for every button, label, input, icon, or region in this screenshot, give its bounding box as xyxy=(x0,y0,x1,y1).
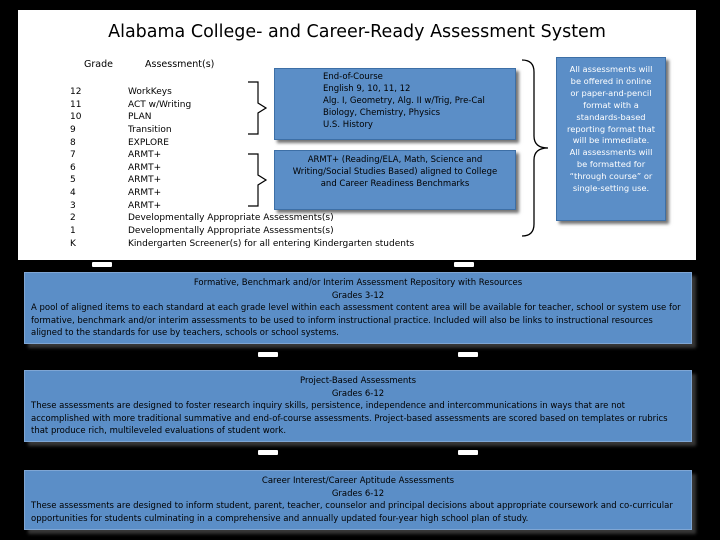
armt-line: and Career Readiness Benchmarks xyxy=(320,179,470,189)
career-grades: Grades 6-12 xyxy=(331,488,385,499)
grade-label: 3 xyxy=(70,200,76,211)
career-title: Career Interest/Career Aptitude Assessments xyxy=(261,476,455,486)
delivery-format-box xyxy=(556,57,666,221)
connector xyxy=(258,352,278,357)
grade-label: 4 xyxy=(70,188,76,199)
assessment-label: ARMT+ xyxy=(128,188,162,199)
grade-label: 2 xyxy=(70,213,76,224)
grade-label: 7 xyxy=(70,150,76,161)
eoc-line: English 9, 10, 11, 12 xyxy=(323,84,411,94)
assessment-label: ARMT+ xyxy=(128,150,162,161)
assessment-label: ARMT+ xyxy=(128,200,162,211)
delivery-line: standards-based xyxy=(576,111,646,122)
formative-description: A pool of aligned items to each standard at each grade level within each assessment content area will be available for teacher, school or system use for formative, benchmark and/or interim assessments to be used to inform instructional practice. Included will also be links to instructional resources aligned to the standards for use by teachers, schools or school systems. xyxy=(31,303,681,339)
grade-column-header: Grade xyxy=(84,59,113,70)
grade-label: 1 xyxy=(70,226,76,237)
assessment-label: PLAN xyxy=(128,112,152,123)
grade-label: K xyxy=(70,238,76,249)
assessment-label: Transition xyxy=(128,124,172,135)
career-interest-box xyxy=(24,470,692,530)
assessment-label: Developmentally Appropriate Assessments(s) xyxy=(128,213,334,224)
armt-plus-box xyxy=(274,150,516,210)
page-title: Alabama College- and Career-Ready Assessment System xyxy=(108,22,606,42)
delivery-line: “through course” or xyxy=(569,171,653,182)
formative-title: Formative, Benchmark and/or Interim Assessment Repository with Resources xyxy=(193,278,523,288)
grade-label: 6 xyxy=(70,162,76,173)
connector xyxy=(258,450,278,455)
grade-label: 10 xyxy=(70,112,82,123)
formative-repository-box xyxy=(24,272,692,344)
delivery-line: be formatted for xyxy=(576,159,646,170)
eoc-line: Alg. I, Geometry, Alg. II w/Trig, Pre-Cal xyxy=(323,96,485,106)
grade-label: 9 xyxy=(70,124,76,135)
delivery-format-lines xyxy=(557,64,665,195)
project-grades: Grades 6-12 xyxy=(331,388,385,399)
eoc-line: Biology, Chemistry, Physics xyxy=(323,108,441,118)
assessment-label: ARMT+ xyxy=(128,175,162,186)
armt-brace xyxy=(246,152,268,208)
delivery-line: or paper-and-pencil xyxy=(570,87,652,98)
assessment-label: EXPLORE xyxy=(128,137,169,148)
assessment-label: WorkKeys xyxy=(128,87,172,97)
grade-label: 11 xyxy=(70,99,82,110)
grade-label: 5 xyxy=(70,175,76,186)
armt-line: Writing/Social Studies Based) aligned to College xyxy=(292,167,498,177)
connector xyxy=(454,262,474,267)
assessment-label: ARMT+ xyxy=(128,162,162,173)
connector xyxy=(92,262,112,267)
delivery-line: All assessments will xyxy=(569,64,653,74)
project-based-box xyxy=(24,370,692,442)
armt-plus-lines xyxy=(275,151,515,190)
project-description: These assessments are designed to foster research inquiry skills, persistence, independence and intercommunications in ways that are not accomplished with more traditional summative and end-of-course assessments. Project-based assessments are scored based on templates or rubrics that produce rich, multileveled evaluations of student work. xyxy=(31,401,668,437)
armt-line: ARMT+ (Reading/ELA, Math, Science and xyxy=(307,155,483,165)
assessment-label: Kindergarten Screener(s) for all entering Kindergarten students xyxy=(128,238,415,249)
delivery-line: format with a xyxy=(583,99,639,110)
eoc-line: End-of-Course xyxy=(323,72,383,82)
end-of-course-box xyxy=(274,68,516,140)
delivery-line: All assessments will xyxy=(569,147,653,158)
side-brace xyxy=(518,58,552,238)
eoc-brace xyxy=(246,80,268,136)
grade-list xyxy=(70,86,81,250)
delivery-line: be offered in online xyxy=(570,75,652,86)
delivery-line: will be immediate. xyxy=(572,135,650,146)
connector xyxy=(458,352,478,357)
delivery-line: single-setting use. xyxy=(572,183,650,194)
delivery-line: reporting format that xyxy=(567,123,655,134)
formative-grades: Grades 3-12 xyxy=(331,290,385,301)
eoc-line: U.S. History xyxy=(323,120,373,130)
connector xyxy=(458,450,478,455)
assessment-label: ACT w/Writing xyxy=(128,99,192,110)
career-description: These assessments are designed to inform student, parent, teacher, counselor and principal decisions about appropriate coursework and co-curricular opportunities for students culminating in a comprehensive and annually updated four-year high school plan of study. xyxy=(31,501,673,524)
grade-label: 8 xyxy=(70,137,76,148)
assessment-label: Developmentally Appropriate Assessments(s) xyxy=(128,226,334,237)
project-title: Project-Based Assessments xyxy=(299,376,417,386)
end-of-course-lines xyxy=(275,69,515,131)
grade-label: 12 xyxy=(70,87,82,97)
assessment-column-header: Assessment(s) xyxy=(145,59,215,70)
